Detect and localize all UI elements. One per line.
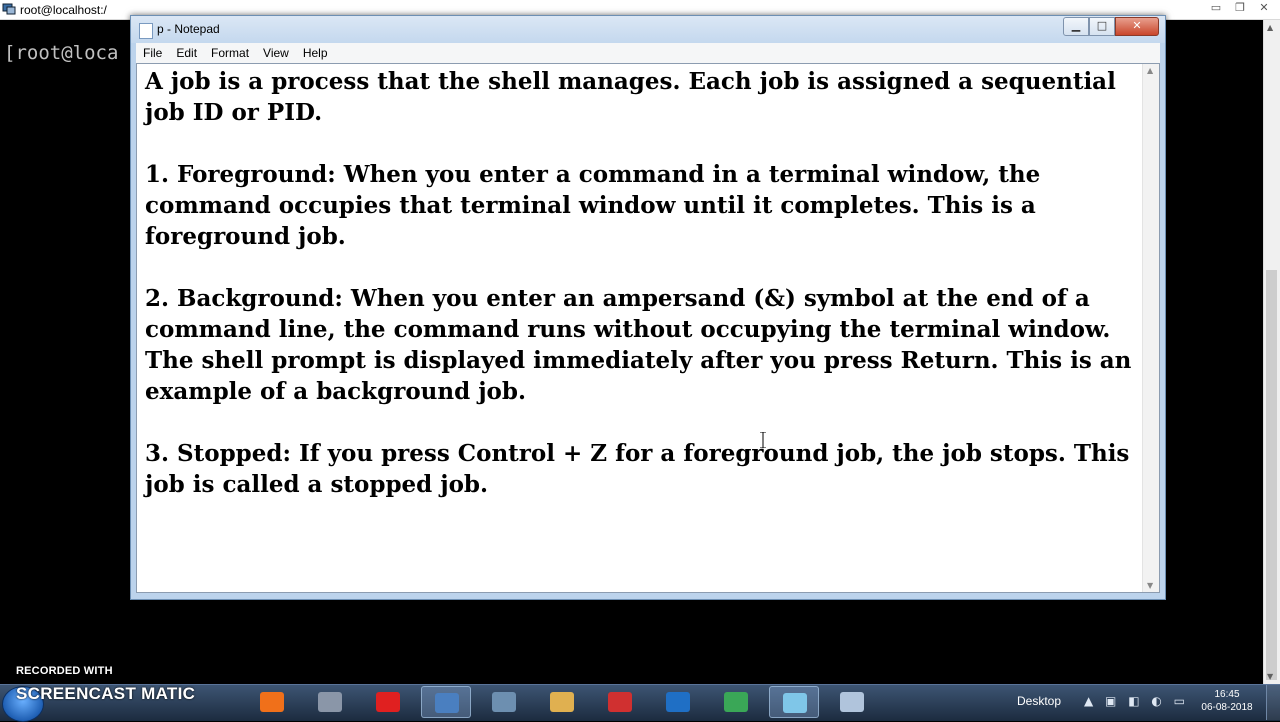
paint-icon bbox=[550, 692, 574, 712]
notepad-icon bbox=[783, 693, 807, 713]
record-icon bbox=[376, 692, 400, 712]
terminal-maximize-button[interactable]: ❐ bbox=[1235, 1, 1245, 14]
putty-icon bbox=[435, 693, 459, 713]
terminal-prompt: [root@loca bbox=[4, 42, 119, 64]
screencast-brand: SCREENCAST MATIC bbox=[16, 684, 196, 703]
notepad-title: p - Notepad bbox=[157, 22, 220, 36]
taskbar-downloader-button[interactable] bbox=[595, 686, 645, 718]
minimize-button[interactable]: ▁ bbox=[1063, 17, 1089, 36]
document-text[interactable]: A job is a process that the shell manages. Each job is assigned a sequential job ID or PID. 1. Foreground: When you enter a command in a terminal window, the command occupies that terminal window until it completes. This is a foreground job. 2. Background: When you enter an ampersand (&) symbol at the end of a command line, the command runs without occupying the terminal window. The shell prompt is displayed immediately after you press Return. This is an example of a background job. 3. Stopped: If you press Control + Z for a foreground job, the job stops. This job is called a stopped job. bbox=[145, 68, 1132, 498]
system-tray[interactable]: ▲ ▣ ◧ ◐ ▭ bbox=[1084, 694, 1189, 708]
scroll-down-icon[interactable]: ▼ bbox=[1147, 581, 1154, 590]
taskbar-chrome-button[interactable] bbox=[711, 686, 761, 718]
menu-help[interactable]: Help bbox=[302, 46, 328, 60]
taskbar-snipping-button[interactable] bbox=[827, 686, 877, 718]
terminal-title: root@localhost:/ bbox=[20, 3, 107, 17]
terminal-minimize-button[interactable]: ▭ bbox=[1210, 1, 1222, 14]
taskbar-tools-button[interactable] bbox=[479, 686, 529, 718]
menu-format[interactable]: Format bbox=[211, 46, 250, 60]
notepad-icon bbox=[139, 23, 153, 39]
scroll-up-icon[interactable]: ▲ bbox=[1267, 23, 1274, 32]
desktop-toolbar-label[interactable]: Desktop bbox=[1017, 694, 1062, 708]
clock[interactable] bbox=[1196, 688, 1258, 714]
recorded-with-label: RECORDED WITH bbox=[16, 665, 113, 677]
close-button[interactable]: ✕ bbox=[1115, 17, 1159, 36]
taskbar-record-button[interactable] bbox=[363, 686, 413, 718]
downloader-icon bbox=[608, 692, 632, 712]
taskbar-putty-button[interactable] bbox=[421, 686, 471, 718]
putty-icon bbox=[2, 3, 16, 15]
clock-date: 06-08-2018 bbox=[1201, 702, 1253, 713]
maximize-button[interactable]: □ bbox=[1089, 17, 1115, 36]
menu-view[interactable]: View bbox=[263, 46, 289, 60]
clock-time: 16:45 bbox=[1214, 689, 1240, 700]
menu-file[interactable]: File bbox=[143, 46, 163, 60]
notepad-titlebar[interactable] bbox=[131, 16, 1165, 43]
text-editor[interactable] bbox=[136, 63, 1160, 593]
snipping-icon bbox=[840, 692, 864, 712]
terminal-scrollbar[interactable] bbox=[1263, 20, 1280, 684]
chrome-icon bbox=[724, 692, 748, 712]
scroll-down-icon[interactable]: ▼ bbox=[1267, 672, 1274, 681]
show-desktop-button[interactable] bbox=[1266, 685, 1280, 720]
firefox-icon bbox=[260, 692, 284, 712]
taskbar-paint-button[interactable] bbox=[537, 686, 587, 718]
menubar bbox=[136, 43, 1160, 63]
editor-scrollbar[interactable] bbox=[1142, 64, 1159, 592]
taskbar-notepad-button[interactable] bbox=[769, 686, 819, 718]
terminal-scroll-thumb[interactable] bbox=[1266, 270, 1277, 680]
taskbar-scanner-button[interactable] bbox=[305, 686, 355, 718]
outlook-icon bbox=[666, 692, 690, 712]
text-cursor-icon bbox=[760, 432, 766, 448]
tools-icon bbox=[492, 692, 516, 712]
notepad-window bbox=[130, 15, 1166, 600]
taskbar-firefox-button[interactable] bbox=[247, 686, 297, 718]
menu-edit[interactable]: Edit bbox=[176, 46, 198, 60]
taskbar-outlook-button[interactable] bbox=[653, 686, 703, 718]
scanner-icon bbox=[318, 692, 342, 712]
terminal-close-button[interactable]: ✕ bbox=[1259, 1, 1269, 14]
scroll-up-icon[interactable]: ▲ bbox=[1147, 66, 1154, 75]
